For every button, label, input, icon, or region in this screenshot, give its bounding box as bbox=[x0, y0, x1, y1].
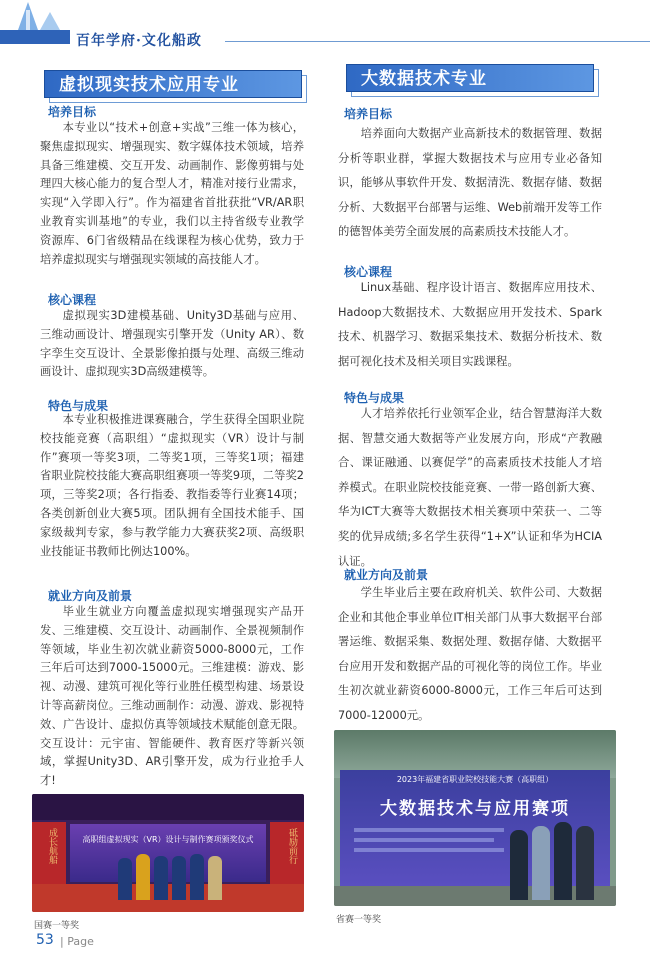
right-heading-courses: 核心课程 bbox=[344, 265, 393, 279]
left-photo-caption: 国赛一等奖 bbox=[34, 921, 80, 931]
left-heading-goal: 培养目标 bbox=[48, 105, 97, 119]
page-number: 53 bbox=[36, 932, 54, 948]
right-text-achievements: 人才培养依托行业领军企业，结合智慧海洋大数据、智慧交通大数据等产业发展方向，形成“产教融合、课证融通、以赛促学”的高素质技术技能人才培养模式。在职业院校技能竞赛、一带一路创新大赛、华为ICT大赛等大数据技术相关赛项中荣获一、二等奖的优异成绩;多名学生获得“1+X”认证和华为HCIA认证。 bbox=[338, 407, 602, 568]
photo-banner-left: 成长航船 bbox=[47, 828, 57, 864]
right-heading-achievements: 特色与成果 bbox=[344, 391, 405, 405]
left-text-achievements: 本专业积极推进课赛融合，学生获得全国职业院校技能竞赛（高职组）“虚拟现实（VR）设计与制作”赛项一等奖3项，二等奖1项，三等奖1项；福建省职业院校技能大赛高职组赛项一等奖9项，二等奖2项，三等奖2项；各行指委、教指委等行业赛14项；各类创新创业大赛5项。团队拥有全国技术能手、国家级裁判专家，参与教学能力大赛获奖2项、高级职业技能证书教师比例达100%。 bbox=[40, 413, 304, 558]
left-text-goal: 本专业以“技术+创意+实战”三维一体为核心，聚焦虚拟现实、增强现实、数字媒体技术领域，培养具备三维建模、交互开发、动画制作、影像剪辑与处理四大核心能力的复合型人才，精准对接行业需求，实现“入学即入行”。作为福建省首批获批“VR/AR职业教育实训基地”的专业，我们以主持省级专业教学资源库、6门省级精品在线课程为核心优势，致力于培养虚拟现实与增强现实领域的高技能人才。 bbox=[40, 121, 304, 266]
header-decoration bbox=[0, 0, 70, 48]
right-heading-goal: 培养目标 bbox=[344, 107, 393, 121]
right-heading-careers: 就业方向及前景 bbox=[344, 568, 429, 582]
left-heading-careers: 就业方向及前景 bbox=[48, 589, 133, 603]
header-rule bbox=[225, 41, 650, 42]
header-title: 百年学府·文化船政 bbox=[76, 33, 202, 49]
right-section-title: 大数据技术专业 bbox=[346, 64, 594, 92]
right-text-careers: 学生毕业后主要在政府机关、软件公司、大数据企业和其他企事业单位IT相关部门从事大数据平台部署运维、数据采集、数据处理、数据存储、大数据平台应用开发和数据产品的可视化等的岗位工作。毕业生初次就业薪资6000-8000元，工作三年后可达到7000-12000元。 bbox=[338, 586, 602, 722]
award-ceremony-photo bbox=[32, 794, 304, 912]
left-heading-courses: 核心课程 bbox=[48, 293, 97, 307]
page-label: | Page bbox=[60, 935, 94, 948]
photo-banner-main: 大数据技术与应用赛项 bbox=[380, 799, 570, 819]
photo-banner-center: 高职组虚拟现实（VR）设计与制作赛项颁奖仪式 bbox=[82, 835, 254, 844]
competition-photo bbox=[334, 730, 616, 906]
right-text-goal: 培养面向大数据产业高新技术的数据管理、数据分析等职业群，掌握大数据技术与应用专业必备知识，能够从事软件开发、数据清洗、数据存储、数据分析、大数据平台部署与运维、Web前端开发等工作的德智体美劳全面发展的高素质技术技能人才。 bbox=[338, 127, 602, 239]
left-text-careers: 毕业生就业方向覆盖虚拟现实增强现实产品开发、三维建模、交互设计、动画制作、全景视频制作等领域，毕业生初次就业薪资5000-8000元，工作三年后可达到7000-15000元。三维建模：游戏、影视、动漫、建筑可视化等行业胜任模型构建、场景设计等高薪岗位。三维动画制作：动漫、游戏、影视特效、广告设计、虚拟仿真等领域技术赋能创意无限。交互设计：元宇宙、智能硬件、教育医疗等新兴领域，掌握Unity3D、AR引擎开发，成为行业抢手人才! bbox=[40, 605, 304, 788]
right-photo-caption: 省赛一等奖 bbox=[336, 915, 382, 925]
photo-banner-top: 2023年福建省职业院校技能大赛（高职组） bbox=[396, 775, 554, 784]
left-text-courses: 虚拟现实3D建模基础、Unity3D基础与应用、三维动画设计、增强现实引擎开发（Unity AR）、数字孪生交互设计、全景影像拍摄与处理、高级三维动画设计、虚拟现实3D高级建模等。 bbox=[40, 309, 304, 379]
photo-banner-right: 砥励前行 bbox=[287, 828, 297, 864]
right-text-courses: Linux基础、程序设计语言、数据库应用技术、Hadoop大数据技术、大数据应用开发技术、Spark 技术、机器学习、数据采集技术、数据分析技术、数据可视化技术及相关项目实践课程。 bbox=[338, 281, 602, 368]
left-heading-achievements: 特色与成果 bbox=[48, 399, 109, 413]
left-section-title: 虚拟现实技术应用专业 bbox=[44, 70, 302, 98]
